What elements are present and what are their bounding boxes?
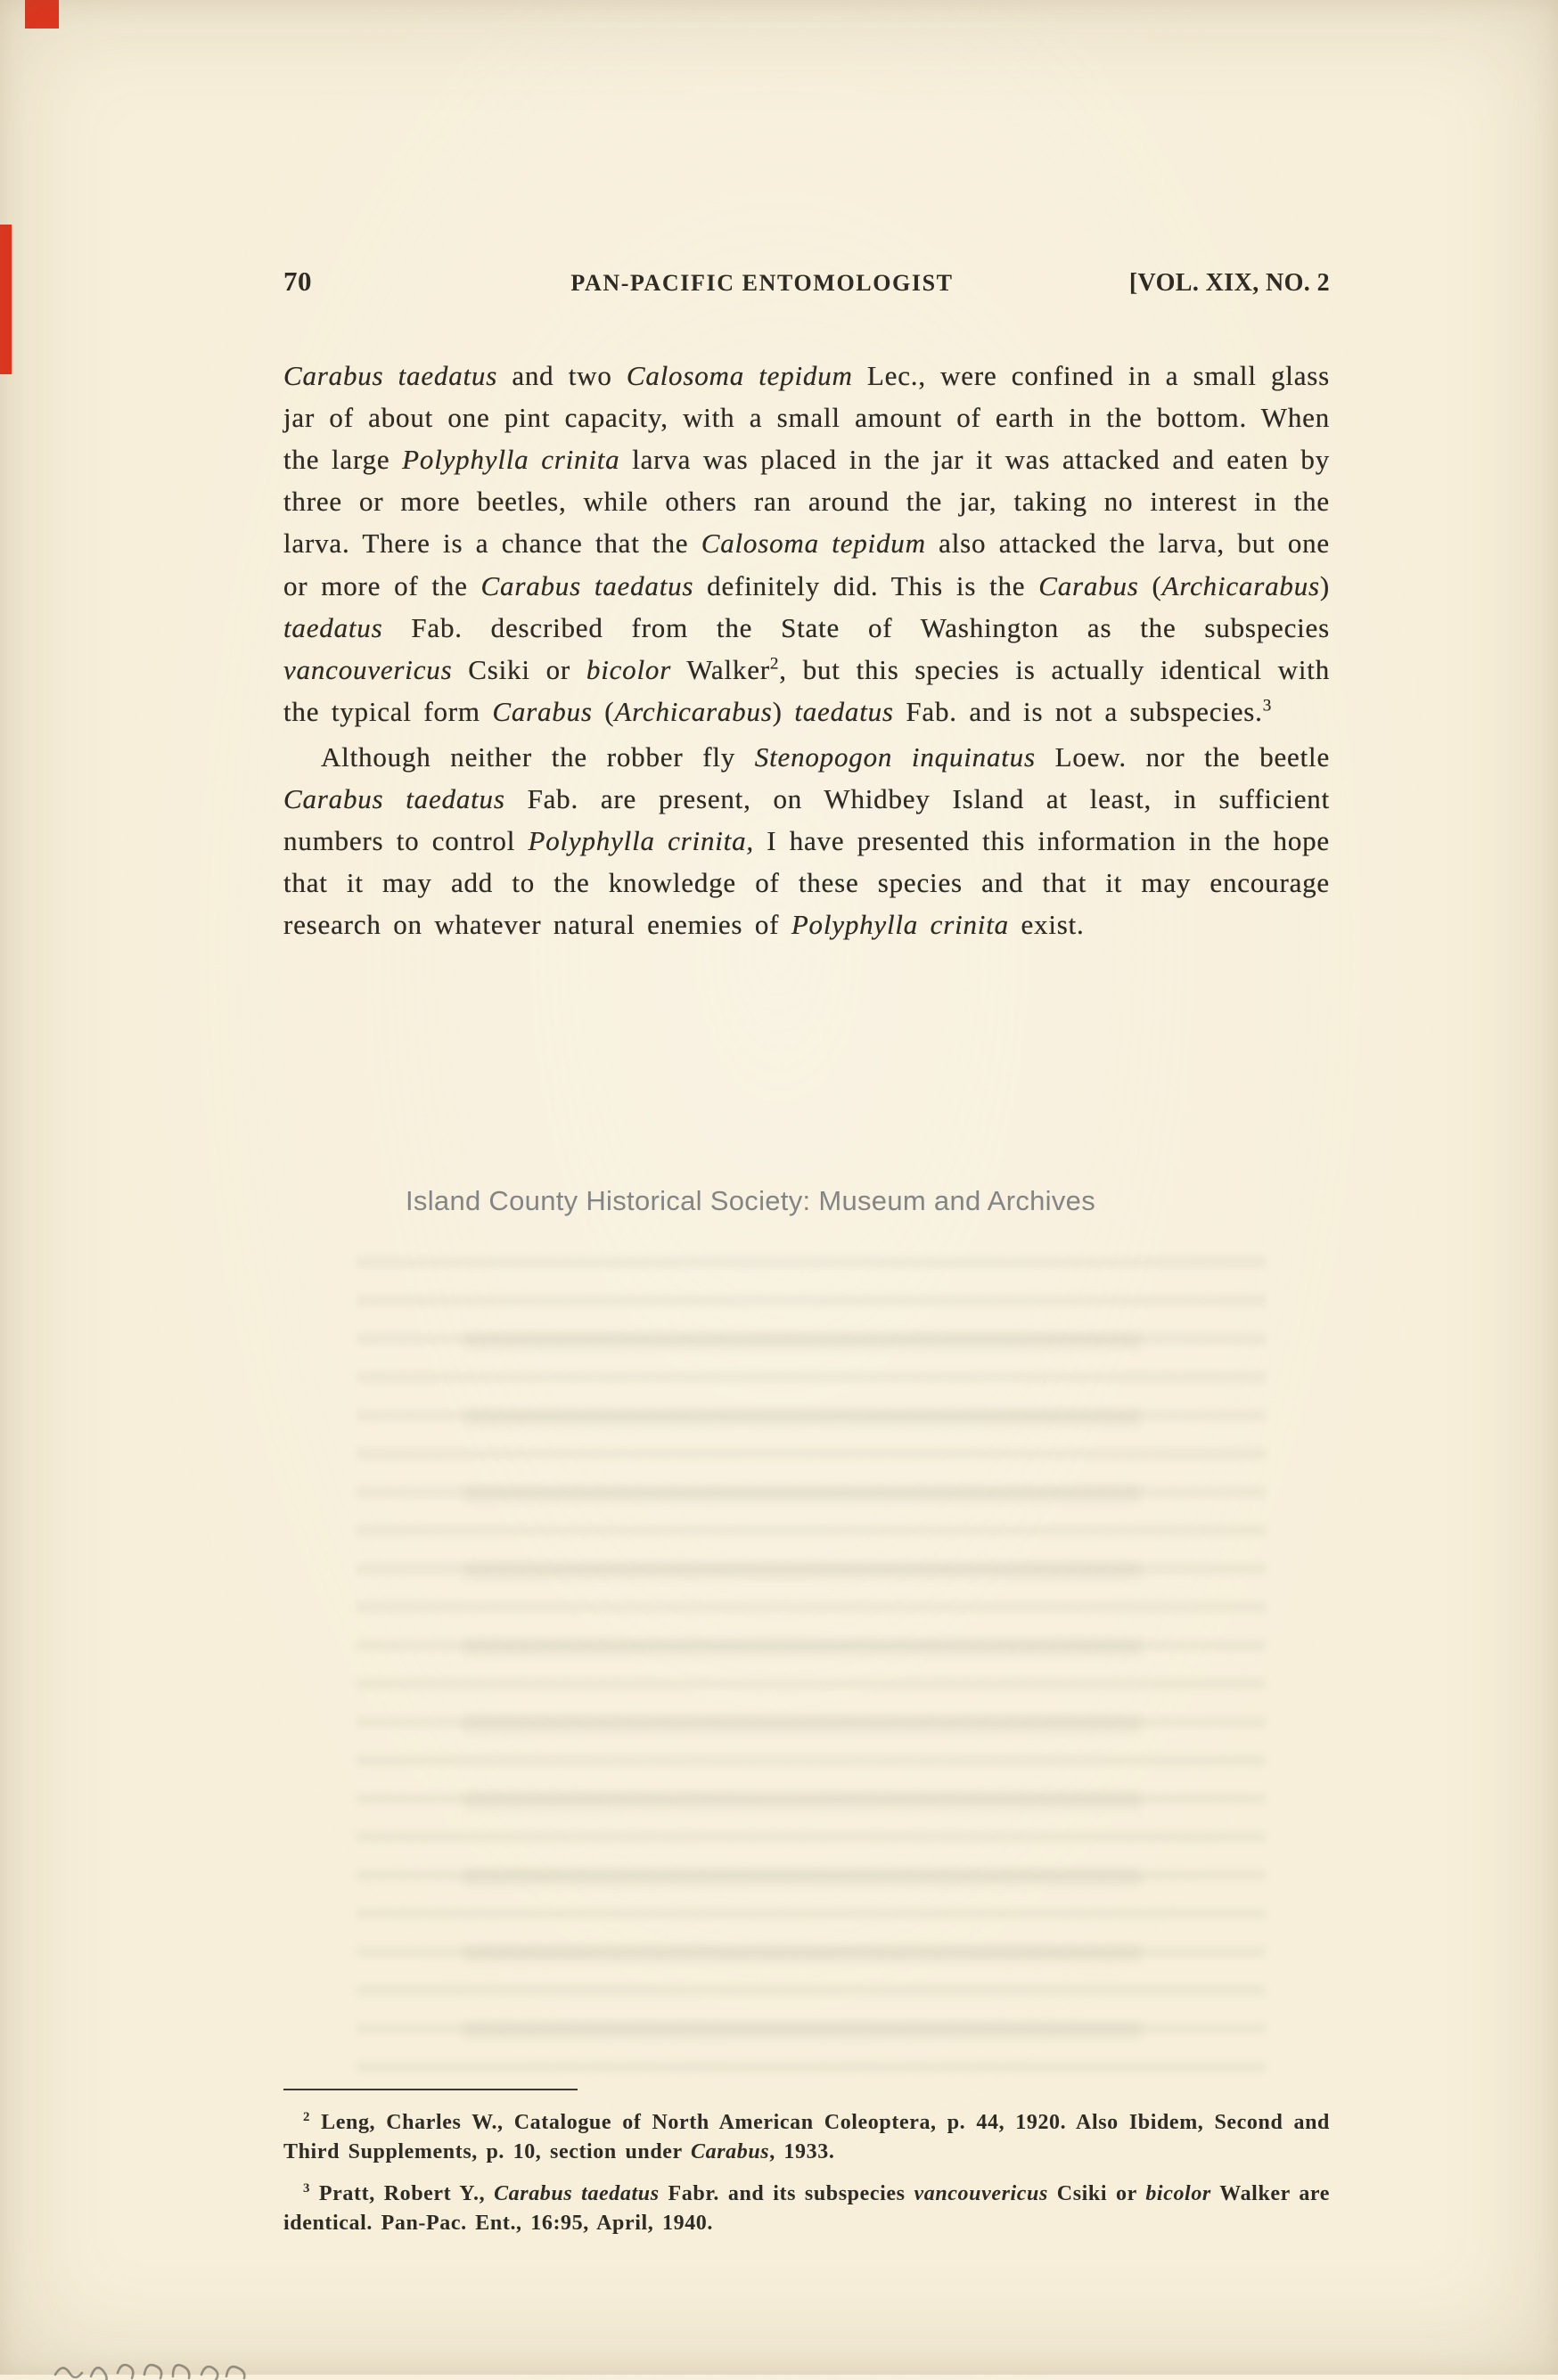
bleedthrough-ghost-text-2 [463,1274,1141,2041]
archive-watermark: Island County Historical Society: Museum and Archives [406,1185,1096,1216]
journal-title: PAN-PACIFIC ENTOMOLOGIST [570,270,954,296]
scan-artifact-top-left [25,0,59,29]
scan-artifact-left-edge [0,225,12,374]
footnote-3: $^3$ Pratt, Robert Y., Carabus taedatus Fabr. and its subspecies vancouvericus Csiki or bicolor Walker are identical. Pan-Pac. Ent., 16:95, April, 1940. [283,2181,1331,2236]
body-paragraph-2: Although neither the robber fly Stenopogon inquinatus Loew. nor the beetle Carabus taedatus Fab. are present, on Whidbey Island at least, in sufficient numbers to control Polyphylla crinita, I have presented this information in the hope that it may add to the knowledge of these species and that it may encourage research on whatever natural enemies of Polyphylla crinita exist. [283,740,1330,941]
text-block [283,266,1330,946]
page-number: 70 [283,266,312,297]
volume-info: [VOL. XIX, NO. 2 [1128,269,1330,297]
bleedthrough-ghost-text [357,1230,1266,2076]
footnote-2: $^2$ Leng, Charles W., Catalogue of North American Coleoptera, p. 44, 1920. Also Ibidem, Second and Third Supplements, p. 10, section under Carabus, 1933. [283,2110,1330,2164]
body-paragraph-1: Carabus taedatus and two Calosoma tepidum Lec., were confined in a small glass jar of about one pint capacity, with a small amount of earth in the bottom. When the large Polyphylla crinita larva was placed in the jar it was attacked and eaten by three or more beetles, while others ran around the jar, taking no interest in the larva. There is a chance that the Calosoma tepidum also attacked the larva, but one or more of the Carabus taedatus definitely did. This is the Carabus (Archicarabus) taedatus Fab. described from the State of Washington as the subspecies vancouvericus Csiki or bicolor Walker$^2$, but this species is actually identical with the typical form Carabus (Archicarabus) taedatus Fab. and is not a subspecies.$^3$ [283,360,1330,727]
footnote-block [283,2089,1330,2251]
pencil-marking [52,2348,257,2380]
running-header [283,266,1330,298]
footnote-rule [283,2089,578,2090]
